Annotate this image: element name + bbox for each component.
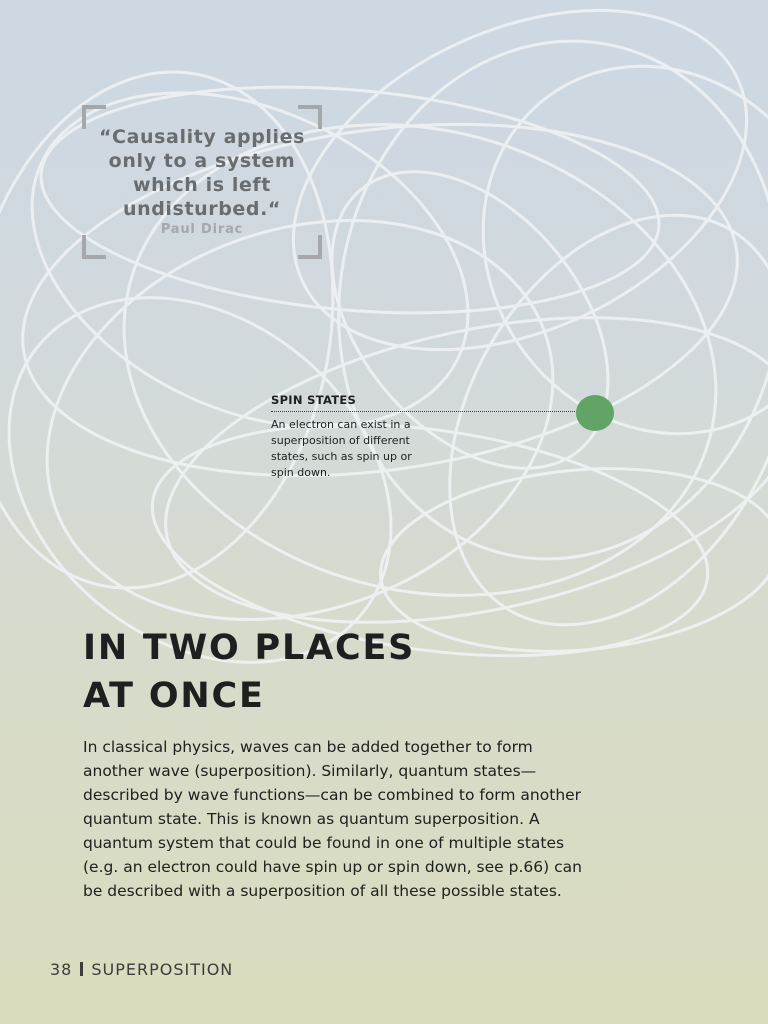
callout-text <box>271 417 446 481</box>
quote-text <box>92 125 312 221</box>
body-paragraph <box>83 735 633 903</box>
electron-dot <box>576 395 614 431</box>
title-line: AT ONCE <box>83 676 265 716</box>
quote-line: only to a system <box>108 150 296 172</box>
callout-leader-line <box>271 411 577 412</box>
page-footer <box>50 960 233 979</box>
callout-line-text: superposition of different <box>271 434 410 447</box>
quote-bracket-bottom-right <box>298 235 322 259</box>
quote-line: undisturbed.“ <box>122 198 282 220</box>
body-line: quantum state. This is known as quantum superposition. A <box>83 810 540 828</box>
title-line: IN TWO PLACES <box>83 628 416 668</box>
page-number: 38 <box>50 960 73 979</box>
body-line: (e.g. an electron could have spin up or spin down, see p.66) can <box>83 858 582 876</box>
pull-quote <box>82 105 322 259</box>
quote-line: “Causality applies <box>98 126 306 148</box>
quote-author: Paul Dirac <box>160 222 244 237</box>
callout-title: SPIN STATES <box>271 393 357 407</box>
body-line: be described with a superposition of all these possible states. <box>83 882 562 900</box>
body-line: In classical physics, waves can be added together to form <box>83 738 533 756</box>
quote-bracket-bottom-left <box>82 235 106 259</box>
section-name: SUPERPOSITION <box>91 960 234 979</box>
body-line: quantum system that could be found in one of multiple states <box>83 834 565 852</box>
page-title <box>83 624 583 720</box>
callout-line-text: spin down. <box>271 466 331 479</box>
callout-line-text: states, such as spin up or <box>271 450 412 463</box>
callout-line-text: An electron can exist in a <box>271 418 411 431</box>
body-line: another wave (superposition). Similarly, quantum states— <box>83 762 537 780</box>
body-line: described by wave functions—can be combined to form another <box>83 786 582 804</box>
quote-line: which is left <box>133 174 271 196</box>
footer-separator <box>80 962 83 976</box>
